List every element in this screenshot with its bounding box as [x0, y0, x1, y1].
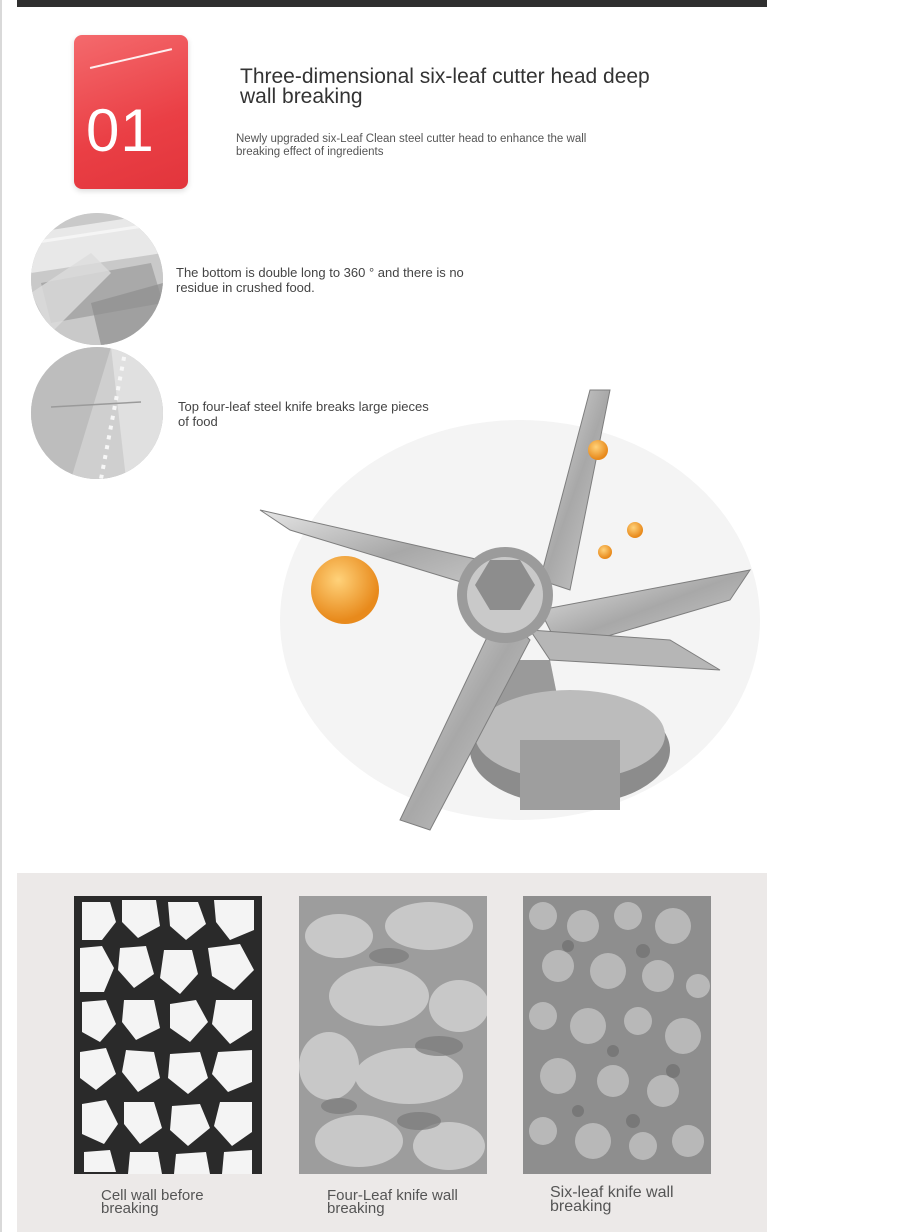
top-bar [17, 0, 767, 7]
caption-cell-wall: Cell wall before breaking [101, 1187, 204, 1217]
badge-decor-line [90, 48, 172, 68]
feature-top-blade-text: Top four-leaf steel knife breaks large pieces of food [178, 399, 429, 429]
section-subtitle: Newly upgraded six-Leaf Clean steel cutter head to enhance the wall breaking effect of ingredients [236, 133, 587, 158]
caption-six-leaf: Six-leaf knife wall breaking [550, 1184, 674, 1215]
six-leaf-result-image [523, 896, 711, 1174]
cell-wall-image [74, 896, 262, 1174]
top-blade-closeup-image [31, 347, 163, 479]
bottom-blade-closeup-image [31, 213, 163, 345]
badge-number: 01 [86, 97, 155, 164]
section-title: Three-dimensional six-leaf cutter head deep wall breaking [240, 65, 650, 108]
feature-bottom-blade-text: The bottom is double long to 360 ° and there is no residue in crushed food. [176, 265, 464, 295]
cutter-head-image [250, 360, 770, 840]
section-number-badge [74, 35, 188, 189]
left-border [0, 0, 2, 1232]
four-leaf-result-image [299, 896, 487, 1174]
caption-four-leaf: Four-Leaf knife wall breaking [327, 1187, 458, 1217]
